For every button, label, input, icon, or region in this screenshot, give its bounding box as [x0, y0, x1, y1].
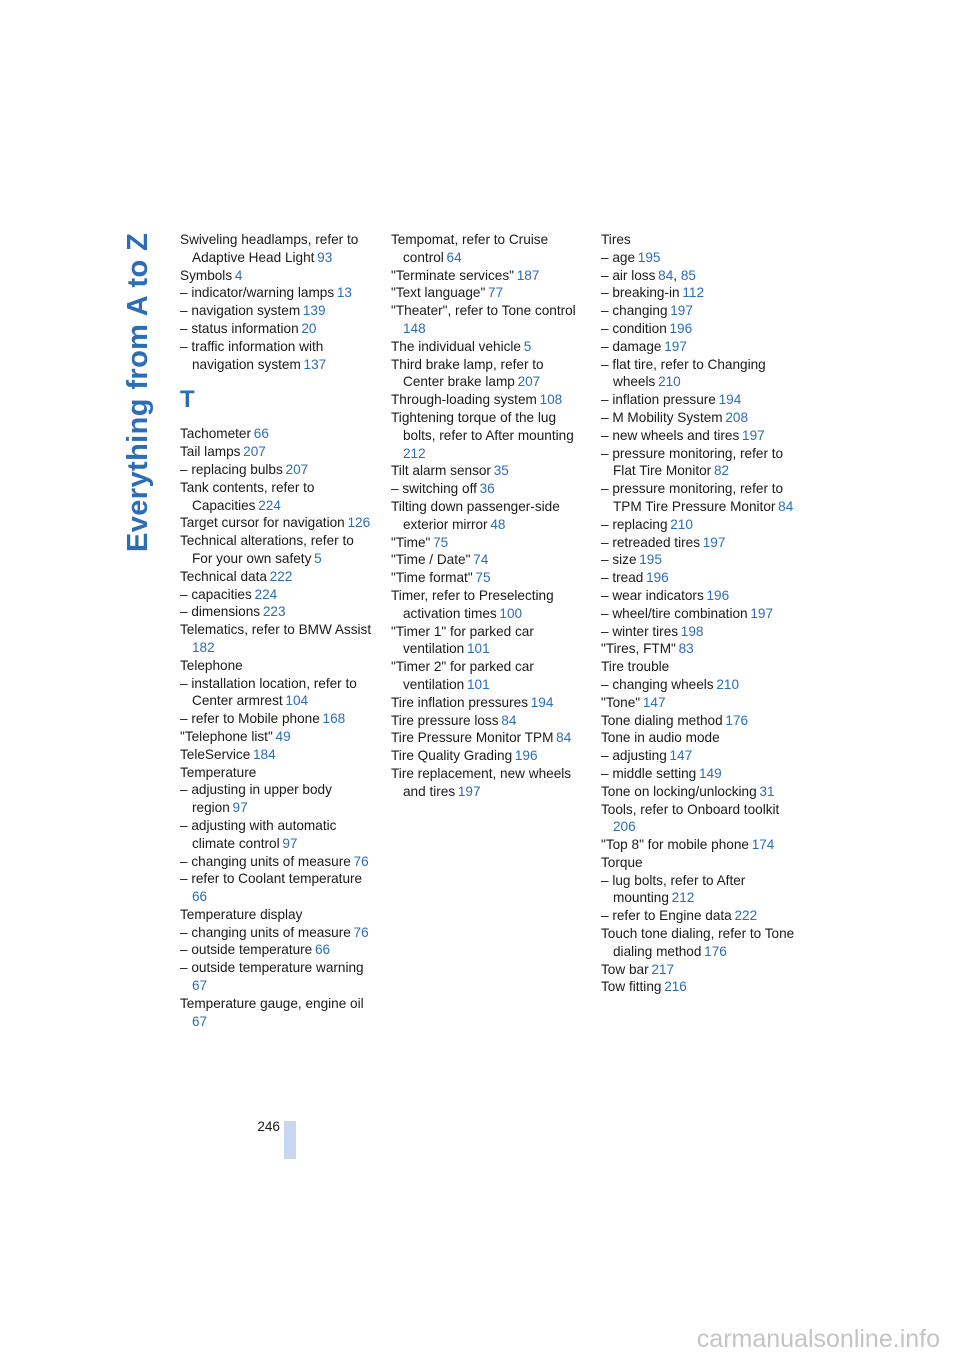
- index-entry: [180, 764, 374, 782]
- index-entry: [601, 836, 795, 854]
- page-ref-link[interactable]: 20: [301, 320, 317, 336]
- index-entry-text: Telematics, refer to BMW Assist: [180, 622, 372, 638]
- page-ref-link[interactable]: 207: [517, 374, 541, 390]
- index-entry-text: – middle setting: [601, 765, 697, 781]
- index-entry-text: "Time": [391, 534, 431, 550]
- index-entry: [601, 249, 795, 267]
- index-entry-text: – capacities: [180, 586, 252, 602]
- index-entry-text: Technical alterations, refer to For your own safety: [180, 533, 354, 566]
- index-entry: [601, 569, 795, 587]
- index-entry-text: – new wheels and tires: [601, 427, 740, 443]
- index-entry: [391, 712, 585, 730]
- index-entry: [601, 854, 795, 872]
- index-entry-text: – traffic information with navigation system: [180, 338, 324, 372]
- index-entry: [391, 267, 585, 285]
- index-entry: [391, 284, 585, 302]
- page-ref-link[interactable]: 206: [613, 819, 636, 835]
- index-entry: [180, 320, 374, 338]
- index-entry: [180, 870, 374, 906]
- index-entry-text: – pressure monitoring, refer to Flat Tire Monitor: [601, 445, 784, 479]
- index-entry: [601, 427, 795, 445]
- page-ref-link[interactable]: 13: [336, 285, 352, 301]
- index-entry-text: Tire replacement, new wheels and tires: [391, 765, 572, 799]
- index-entry: [180, 284, 374, 302]
- page-ref-link[interactable]: 174: [751, 837, 775, 853]
- page-ref-link[interactable]: 49: [275, 728, 291, 744]
- page-ref-link[interactable]: 137: [303, 356, 327, 372]
- index-entry: [180, 231, 374, 267]
- index-column-1: [180, 231, 374, 1030]
- page-ref-link[interactable]: 196: [646, 570, 669, 586]
- index-entry-text: "Theater", refer to Tone control: [391, 303, 576, 319]
- index-entry: [391, 338, 585, 356]
- index-entry-text: Tires: [601, 232, 631, 247]
- side-title: [118, 232, 158, 552]
- index-entry-text: – adjusting: [601, 748, 667, 764]
- page-ref-link[interactable]: 197: [670, 303, 693, 319]
- index-entry: [391, 569, 585, 587]
- index-entry: [601, 978, 795, 996]
- page-ref-link[interactable]: 210: [716, 676, 740, 692]
- index-entry: [180, 853, 374, 871]
- page-ref-link[interactable]: 108: [539, 392, 563, 408]
- index-entry-text: Tank contents, refer to Capacities: [180, 479, 315, 513]
- index-entry-text: Swiveling headlamps, refer to Adaptive Head Light: [180, 232, 359, 265]
- page-ref-link[interactable]: 66: [314, 942, 331, 958]
- index-entry: – air loss 84, 85: [601, 267, 696, 283]
- index-entry: [180, 302, 374, 320]
- index-entry-text: Touch tone dialing, refer to Tone dialing method: [601, 926, 795, 959]
- index-entry-text: – flat tire, refer to Changing wheels: [601, 356, 766, 390]
- index-entry: [601, 658, 795, 676]
- index-entry-text: Tire Quality Grading: [391, 748, 513, 764]
- index-entry-text: – air loss: [601, 267, 656, 283]
- index-entry-text: Through-loading system: [391, 392, 537, 408]
- index-entry: [601, 605, 795, 623]
- index-entry: [601, 409, 795, 427]
- index-entry: [180, 479, 374, 515]
- page-ref-link[interactable]: 66: [253, 426, 269, 442]
- index-entry-text: – breaking-in: [601, 285, 680, 301]
- index-entry-text: Temperature gauge, engine oil: [180, 995, 364, 1011]
- index-entry: [601, 534, 795, 552]
- page-ref-link[interactable]: 139: [302, 303, 326, 319]
- index-entry: [601, 623, 795, 641]
- index-entry: [180, 267, 374, 285]
- page-ref-link[interactable]: 67: [192, 1013, 208, 1029]
- index-entry: [601, 640, 795, 658]
- index-entry: [601, 320, 795, 338]
- index-entry-text: Temperature: [180, 764, 257, 780]
- index-entry-text: "Tires, FTM": [601, 641, 676, 657]
- page-ref-link[interactable]: 197: [702, 534, 726, 550]
- index-entry: [601, 729, 795, 747]
- index-entry-text: – status information: [180, 320, 299, 336]
- page-ref-link[interactable]: 64: [446, 249, 462, 265]
- index-entry: [180, 657, 374, 675]
- index-entry: [180, 603, 374, 621]
- page-ref-link[interactable]: 101: [466, 641, 490, 657]
- index-entry: [180, 728, 374, 746]
- index-entry: [391, 480, 585, 498]
- index-entry: [391, 747, 585, 765]
- page-ref-link[interactable]: 100: [499, 605, 523, 621]
- index-entry-text: – changing units of measure: [180, 853, 351, 869]
- index-entry-text: Tow bar: [601, 961, 649, 977]
- index-entry: [601, 872, 795, 908]
- index-entry: [180, 781, 374, 817]
- page-ref-link[interactable]: 5: [523, 338, 532, 354]
- index-entry-text: – retreaded tires: [601, 534, 700, 550]
- index-entry: [601, 338, 795, 356]
- page-ref-link[interactable]: 195: [637, 249, 661, 265]
- index-entry-text: Third brake lamp, refer to Center brake lamp: [391, 356, 544, 390]
- page-ref-link[interactable]: 84: [778, 498, 794, 514]
- index-entry-text: – changing units of measure: [180, 924, 351, 940]
- index-entry: [601, 961, 795, 979]
- index-entry-text: – adjusting in upper body region: [180, 782, 332, 816]
- index-entry: [180, 817, 374, 853]
- index-entry-text: Tone on locking/unlocking: [601, 783, 757, 799]
- index-entry: [391, 551, 585, 569]
- index-entry-text: – tread: [601, 570, 644, 586]
- index-entry-text: Tightening torque of the lug bolts, refer to After mounting: [391, 409, 574, 443]
- index-entry: [601, 747, 795, 765]
- index-entry: [601, 925, 795, 961]
- page-ref-link[interactable]: 196: [706, 587, 730, 603]
- index-entry: [391, 302, 585, 338]
- index-entry: [601, 801, 795, 837]
- page-ref-link[interactable]: 84: [501, 712, 517, 728]
- page-ref-link[interactable]: 208: [725, 409, 749, 425]
- index-entry: [180, 746, 374, 764]
- index-entry-text: – indicator/warning lamps: [180, 285, 335, 301]
- page-ref-link[interactable]: 197: [742, 427, 765, 443]
- page-ref-link[interactable]: 196: [514, 748, 538, 764]
- index-entry: [180, 338, 374, 374]
- index-entry-text: – installation location, refer to Center armrest: [180, 675, 357, 709]
- index-entry-text: – age: [601, 249, 636, 265]
- index-entry-text: Tail lamps: [180, 444, 241, 460]
- index-entry: [180, 568, 374, 586]
- index-entry: [601, 676, 795, 694]
- index-entry: [601, 445, 795, 481]
- index-entry: [391, 356, 585, 392]
- index-entry-text: – replacing: [601, 516, 668, 532]
- index-entry: [180, 924, 374, 942]
- page-ref-link[interactable]: 210: [658, 374, 681, 390]
- page-ref-link[interactable]: 194: [530, 694, 554, 710]
- page-ref-link[interactable]: 194: [718, 392, 742, 408]
- page-ref-link[interactable]: 210: [670, 516, 693, 532]
- index-entry-text: – switching off: [391, 481, 477, 497]
- index-entry: [601, 302, 795, 320]
- index-entry: [601, 480, 795, 516]
- page-ref-link[interactable]: 187: [516, 267, 540, 283]
- page-ref-link[interactable]: 184: [253, 746, 276, 762]
- index-entry: [180, 995, 374, 1031]
- page-ref-link[interactable]: 176: [704, 943, 727, 959]
- index-entry-text: – outside temperature: [180, 942, 313, 958]
- page-ref-link[interactable]: 149: [698, 765, 722, 781]
- page-ref-link[interactable]: 195: [639, 552, 662, 568]
- page-ref-link[interactable]: 147: [669, 748, 693, 764]
- index-entry: [391, 498, 585, 534]
- index-entry: [601, 712, 795, 730]
- index-entry: [391, 694, 585, 712]
- index-entry-text: – lug bolts, refer to After mounting: [601, 872, 746, 906]
- index-entry-text: Tire Pressure Monitor TPM: [391, 730, 554, 746]
- index-entry: [180, 959, 374, 995]
- index-entry: [180, 443, 374, 461]
- index-entry-text: – dimensions: [180, 604, 261, 620]
- index-entry-text: "Telephone list": [180, 728, 273, 744]
- index-entry-text: "Top 8" for mobile phone: [601, 837, 749, 853]
- page-ref-link[interactable]: 207: [285, 461, 309, 477]
- page-ref-link[interactable]: 222: [269, 568, 293, 584]
- index-entry-text: – M Mobility System: [601, 409, 723, 425]
- page-ref-link[interactable]: 176: [725, 712, 749, 728]
- index-entry-text: – wear indicators: [601, 587, 704, 603]
- page-ref-link[interactable]: 36: [479, 481, 495, 497]
- index-entry-text: – refer to Mobile phone: [180, 711, 320, 727]
- page-ref-link[interactable]: 75: [433, 534, 449, 550]
- page-ref-link[interactable]: 196: [669, 320, 693, 336]
- page-number-bar: [284, 1121, 296, 1159]
- index-entry-text: Tachometer: [180, 426, 252, 442]
- index-entry: [601, 284, 795, 302]
- page-ref-link[interactable]: 93: [317, 249, 333, 265]
- page-ref-link[interactable]: 222: [734, 908, 758, 924]
- index-entry-text: – size: [601, 552, 637, 568]
- page-ref-link[interactable]: 31: [759, 783, 775, 799]
- page-ref-link[interactable]: 168: [322, 711, 346, 727]
- page-ref-link[interactable]: 198: [680, 623, 704, 639]
- index-entry-text: Temperature display: [180, 906, 303, 922]
- page-ref-link[interactable]: 85: [680, 267, 696, 283]
- page-ref-link[interactable]: 48: [490, 516, 506, 532]
- index-entry: [180, 461, 374, 479]
- index-entry-text: Tilt alarm sensor: [391, 463, 491, 479]
- index-entry-text: Tools, refer to Onboard toolkit: [601, 801, 780, 817]
- page-ref-link[interactable]: 197: [750, 605, 774, 621]
- index-entry: [601, 551, 795, 569]
- page-ref-link[interactable]: 207: [243, 444, 266, 460]
- page-ref-link[interactable]: 97: [232, 800, 248, 816]
- index-entry-text: "Timer 2" for parked car ventilation: [391, 659, 534, 692]
- index-entry: [391, 765, 585, 801]
- page-ref-link[interactable]: 76: [353, 924, 369, 940]
- page-ref-link[interactable]: 77: [488, 285, 504, 301]
- index-entry: [391, 658, 585, 694]
- watermark: carmanualsonline.info: [696, 1325, 940, 1353]
- index-entry: [601, 783, 795, 801]
- index-entry: [601, 516, 795, 534]
- page-ref-link[interactable]: 112: [682, 285, 704, 301]
- index-entry-text: Tone dialing method: [601, 712, 723, 728]
- index-entry: [391, 391, 585, 409]
- index-entry: [180, 425, 374, 443]
- index-entry-text: "Timer 1" for parked car ventilation: [391, 623, 534, 657]
- index-entry: [180, 532, 374, 568]
- index-entry-text: Timer, refer to Preselecting activation times: [391, 587, 554, 621]
- index-entry-text: Tone in audio mode: [601, 730, 720, 746]
- page-ref-link[interactable]: 4: [234, 267, 243, 283]
- index-entry-text: "Text language": [391, 285, 486, 301]
- page-ref-link[interactable]: 182: [192, 639, 215, 655]
- index-entry: [180, 941, 374, 959]
- page-ref-link[interactable]: 147: [642, 694, 666, 710]
- page-ref-link[interactable]: 101: [466, 676, 490, 692]
- index-entry-text: – changing wheels: [601, 676, 714, 692]
- index-entry-text: Technical data: [180, 568, 267, 584]
- index-entry-text: – outside temperature warning: [180, 960, 364, 976]
- index-entry-text: – replacing bulbs: [180, 461, 283, 477]
- index-entry-text: – inflation pressure: [601, 392, 716, 408]
- index-entry: [391, 462, 585, 480]
- page-ref-link[interactable]: 83: [678, 641, 694, 657]
- index-entry-text: – condition: [601, 320, 667, 336]
- index-entry-text: – damage: [601, 338, 662, 354]
- index-entry: [180, 675, 374, 711]
- index-entry-text: Tire trouble: [601, 659, 670, 675]
- index-entry-text: – pressure monitoring, refer to TPM Tire Pressure Monitor: [601, 481, 784, 514]
- index-column-2: [391, 231, 585, 801]
- index-entry-text: TeleService: [180, 746, 251, 762]
- index-entry: [391, 623, 585, 659]
- index-entry: [601, 391, 795, 409]
- index-entry-text: Torque: [601, 854, 643, 870]
- index-entry: [601, 765, 795, 783]
- page-ref-link[interactable]: 223: [262, 604, 286, 620]
- index-entry: [601, 694, 795, 712]
- index-entry-text: "Time format": [391, 570, 473, 586]
- index-entry-text: "Terminate services": [391, 267, 514, 283]
- index-entry-text: Telephone: [180, 657, 243, 673]
- page-ref-link[interactable]: 75: [475, 570, 491, 586]
- section-letter: T: [180, 386, 195, 414]
- index-entry-text: Target cursor for navigation: [180, 515, 345, 531]
- index-entry-text: – adjusting with automatic climate control: [180, 817, 337, 851]
- index-entry-text: "Tone": [601, 694, 641, 710]
- page-ref-link[interactable]: 126: [347, 515, 371, 531]
- index-entry: [601, 907, 795, 925]
- page-ref-link[interactable]: 76: [353, 853, 369, 869]
- page-number: 246: [257, 1119, 280, 1134]
- index-entry-text: "Time / Date": [391, 552, 471, 568]
- index-entry: [180, 621, 374, 657]
- index-entry: [180, 514, 374, 532]
- index-entry: [180, 906, 374, 924]
- page-ref-link[interactable]: 216: [664, 979, 687, 995]
- index-column-3: [601, 231, 795, 996]
- page-ref-link[interactable]: 104: [285, 693, 309, 709]
- page-ref-link[interactable]: 84: [556, 730, 572, 746]
- index-entry: [180, 586, 374, 604]
- index-entry-text: – changing: [601, 303, 668, 319]
- page-ref-link[interactable]: 97: [282, 835, 298, 851]
- index-entry: [391, 409, 585, 462]
- index-entry-text: – winter tires: [601, 623, 679, 639]
- page-ref-link[interactable]: 35: [493, 463, 509, 479]
- index-entry: [391, 587, 585, 623]
- page-ref-link[interactable]: 5: [314, 550, 322, 566]
- index-entry: [601, 356, 795, 392]
- index-entry-text: – refer to Engine data: [601, 908, 732, 924]
- index-entry: [601, 587, 795, 605]
- page-ref-link[interactable]: 197: [457, 783, 481, 799]
- index-entry: [391, 231, 585, 267]
- index-entry-text: – refer to Coolant temperature: [180, 871, 363, 887]
- index-entry-text: Tow fitting: [601, 979, 662, 995]
- page-ref-link[interactable]: 148: [403, 320, 426, 336]
- side-title-text: Everything from A to Z: [122, 232, 154, 552]
- index-entry: [601, 231, 795, 249]
- page-ref-link[interactable]: 212: [671, 890, 695, 906]
- page-ref-link[interactable]: 82: [713, 463, 730, 479]
- page-ref-link[interactable]: 84: [658, 267, 674, 283]
- index-entry-text: Tempomat, refer to Cruise control: [391, 232, 549, 265]
- page-ref-link[interactable]: 67: [192, 978, 208, 994]
- index-entry-text: – wheel/tire combination: [601, 605, 748, 621]
- index-entry: [391, 729, 585, 747]
- page-ref-link[interactable]: 224: [254, 586, 278, 602]
- page-ref-link[interactable]: 224: [258, 497, 281, 513]
- page-ref-link[interactable]: 217: [651, 961, 675, 977]
- index-entry: [391, 534, 585, 552]
- page-ref-link[interactable]: 197: [664, 338, 687, 354]
- index-entry-text: Tire inflation pressures: [391, 694, 528, 710]
- page-ref-link[interactable]: 66: [192, 889, 208, 905]
- index-entry-text: Tire pressure loss: [391, 712, 499, 728]
- index-entry-text: Symbols: [180, 267, 233, 283]
- index-entry-text: – navigation system: [180, 303, 301, 319]
- page-ref-link[interactable]: 74: [473, 552, 489, 568]
- index-entry: [180, 710, 374, 728]
- page-ref-link[interactable]: 212: [403, 445, 426, 461]
- index-entry-text: Tilting down passenger-side exterior mirror: [391, 498, 560, 532]
- index-entry-text: The individual vehicle: [391, 338, 521, 354]
